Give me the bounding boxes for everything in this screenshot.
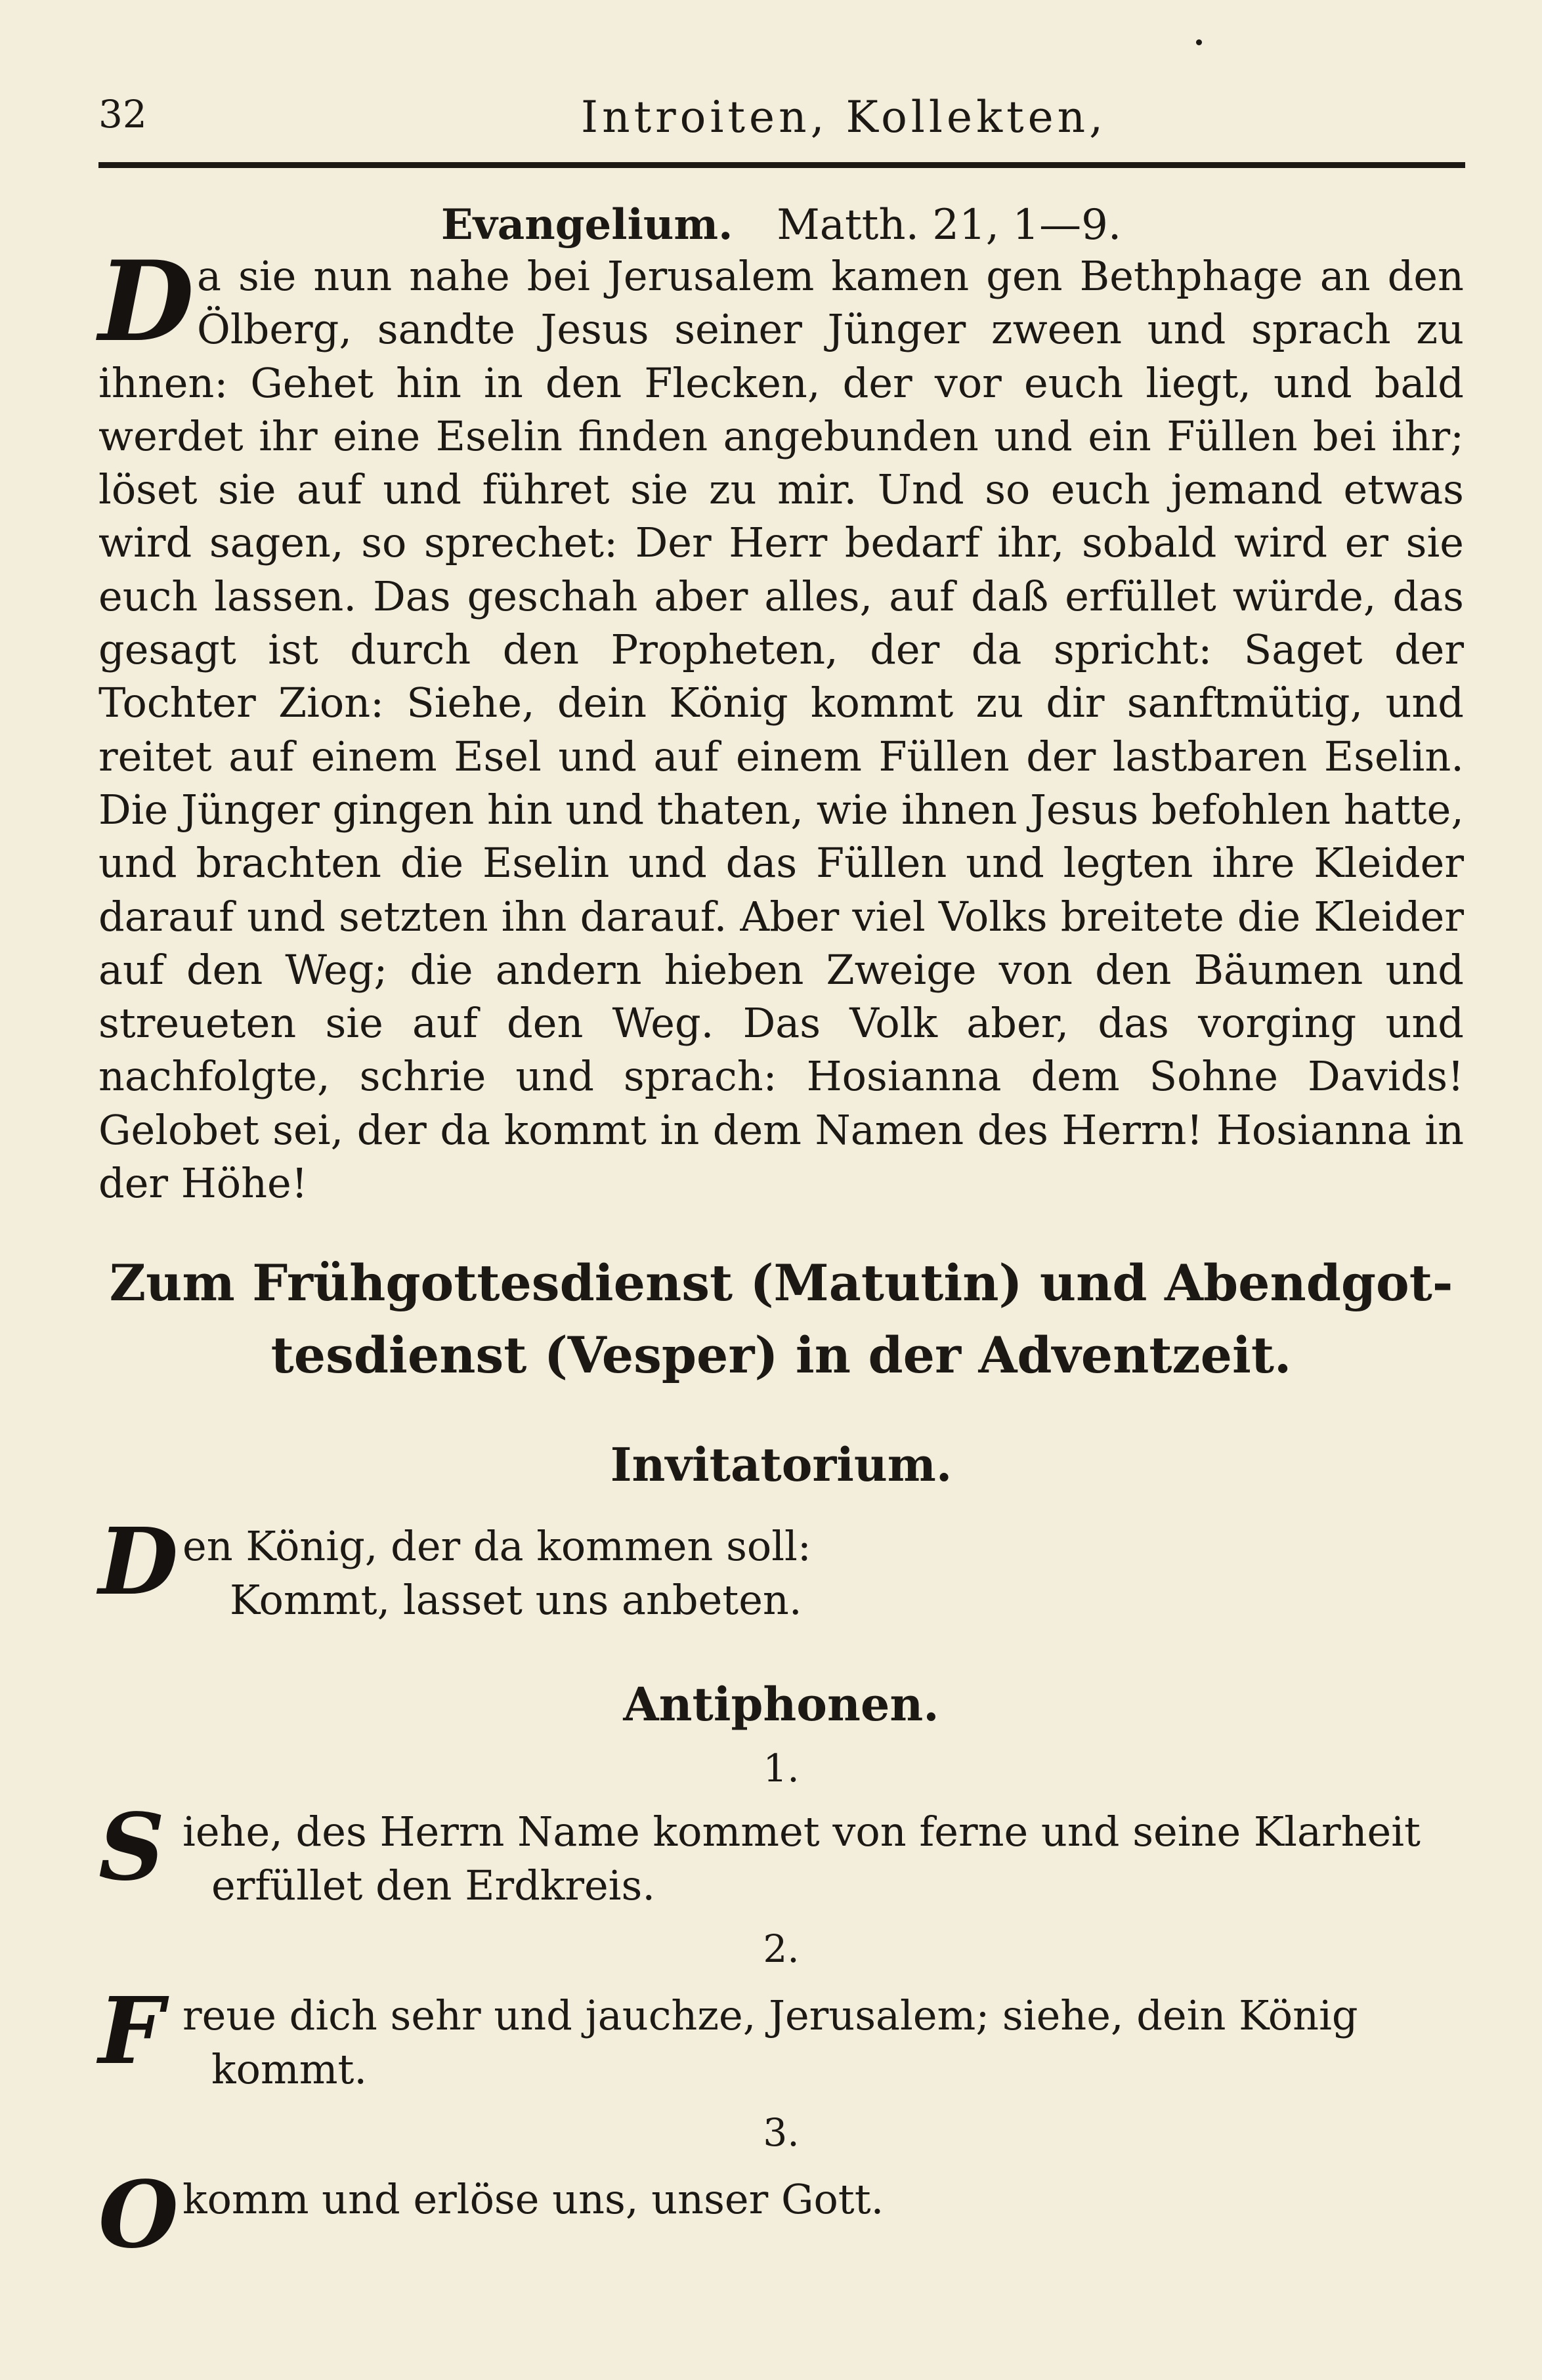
gospel-reference: Matth. 21, 1—9. bbox=[777, 201, 1122, 249]
gospel-text-block bbox=[98, 236, 1464, 1210]
gospel-heading bbox=[98, 200, 1464, 249]
antiphon-drop-cap: S bbox=[98, 1794, 165, 1902]
service-title-line1: Zum Frühgottesdienst (Matutin) und Abendgot- bbox=[109, 1254, 1453, 1312]
header-rule bbox=[98, 162, 1465, 168]
antiphon-line2: kommt. bbox=[211, 2045, 368, 2093]
service-title-line2: tesdienst (Vesper) in der Adventzeit. bbox=[270, 1326, 1292, 1384]
invitatorium-heading: Invitatorium. bbox=[610, 1437, 953, 1492]
antiphon-drop-cap: O bbox=[98, 2161, 179, 2269]
invitatorium-line2: Kommt, lasset uns anbeten. bbox=[230, 1576, 802, 1624]
antiphon-block bbox=[98, 1794, 1464, 1913]
print-speck bbox=[1196, 39, 1202, 45]
invitatorium-line1: en König, der da kommen soll: bbox=[182, 1522, 811, 1570]
antiphon-line1: iehe, des Herrn Name kommet von ferne und seine Klarheit bbox=[182, 1808, 1421, 1856]
gospel-paragraph bbox=[98, 236, 1464, 1210]
antiphon-line1: reue dich sehr und jauchze, Jerusalem; siehe, dein König bbox=[182, 1991, 1358, 2039]
gospel-heading-label: Evangelium. bbox=[440, 200, 733, 249]
antiphon-block bbox=[98, 2161, 1464, 2269]
gospel-drop-cap: D bbox=[98, 236, 194, 366]
antiphon-number: 2. bbox=[763, 1926, 800, 1971]
service-title bbox=[98, 1247, 1464, 1392]
page-header bbox=[98, 92, 1464, 144]
antiphons-heading: Antiphonen. bbox=[623, 1677, 939, 1732]
invitatorium-block bbox=[98, 1508, 1464, 1627]
antiphon-number: 3. bbox=[763, 2110, 800, 2155]
antiphon-line1: komm und erlöse uns, unser Gott. bbox=[182, 2175, 884, 2223]
invitatorium-drop-cap: D bbox=[98, 1508, 179, 1616]
gospel-text: a sie nun nahe bei Jerusalem kamen gen Bethphage an den Ölberg, sandte Jesus seiner Jünger zween und sprach zu ihnen: Gehet hin in den Flecken, der vor euch liegt, und bald werdet ihr eine Eselin finden angebunden und ein Füllen bei ihr; löset sie auf und führet sie zu mir. Und so euch jemand etwas wird sagen, so sprechet: Der Herr bedarf ihr, sobald wird er sie euch lassen. Das geschah aber alles, auf daß erfüllet würde, das gesagt ist durch den Propheten, der da spricht: Saget der Tochter Zion: Siehe, dein König kommt zu dir sanftmütig, und reitet auf einem Esel und auf einem Füllen der lastbaren Eselin. Die Jünger gingen hin und thaten, wie ihnen Jesus befohlen hatte, und brachten die Eselin und das Füllen und legten ihre Kleider darauf und setzten ihn darauf. Aber viel Volks breitete die Kleider auf den Weg; die andern hieben Zweige von den Bäumen und streueten sie auf den Weg. Das Volk aber, das vorging und nachfolgte, schrie und sprach: Hosianna dem Sohne Davids! Gelobet sei, der da kommt in dem Namen des Herrn! Hosianna in der Höhe! bbox=[98, 252, 1464, 1208]
running-head: Introiten, Kollekten, bbox=[581, 92, 1107, 142]
antiphon-drop-cap: F bbox=[98, 1978, 164, 2085]
antiphon-number: 1. bbox=[763, 1746, 800, 1791]
antiphon-block bbox=[98, 1978, 1464, 2096]
antiphon-line2: erfüllet den Erdkreis. bbox=[211, 1861, 656, 1909]
page-number: 32 bbox=[98, 92, 147, 137]
